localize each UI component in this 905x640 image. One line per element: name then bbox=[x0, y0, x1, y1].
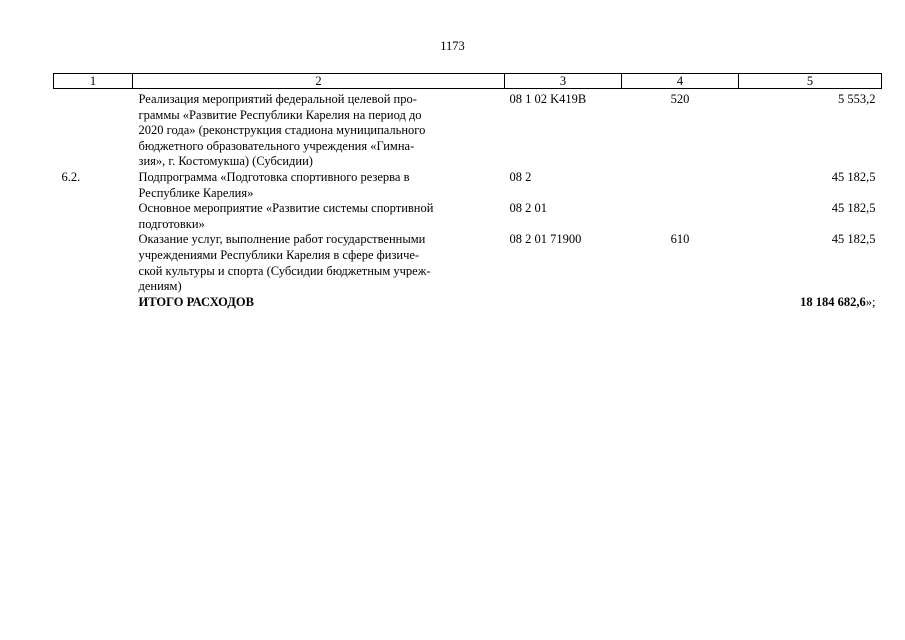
description-line: Республике Карелия» bbox=[138, 185, 254, 200]
total-group bbox=[622, 295, 739, 311]
row-group: 520 bbox=[670, 92, 690, 106]
row-number: 6.2. bbox=[61, 169, 81, 184]
row-group: 610 bbox=[670, 232, 690, 247]
column-header-1: 1 bbox=[54, 74, 133, 89]
row-description bbox=[133, 201, 505, 232]
total-label: ИТОГО РАСХОДОВ bbox=[138, 294, 254, 309]
row-sum: 45 182,5 bbox=[831, 201, 876, 216]
table-row bbox=[54, 89, 882, 170]
description-line: Оказание услуг, выполнение работ государственными bbox=[138, 232, 426, 247]
row-sum: 45 182,5 bbox=[831, 169, 876, 184]
row-code: 08 2 01 bbox=[509, 201, 547, 216]
budget-table bbox=[53, 73, 882, 310]
row-sum: 45 182,5 bbox=[831, 232, 876, 247]
row-code: 08 2 bbox=[509, 169, 532, 184]
column-header-4: 4 bbox=[622, 74, 739, 89]
total-number bbox=[54, 295, 133, 311]
row-description bbox=[133, 232, 505, 294]
table-row bbox=[54, 232, 882, 294]
description-line: Основное мероприятие «Развитие системы спортивной bbox=[138, 201, 434, 216]
column-header-5: 5 bbox=[739, 74, 882, 89]
description-line: зия», г. Костомукша) (Субсидии) bbox=[138, 154, 313, 169]
header-row bbox=[54, 74, 882, 89]
row-number bbox=[54, 232, 133, 294]
description-line: бюджетного образовательного учреждения «Гимна- bbox=[138, 138, 415, 153]
total-suffix: »; bbox=[865, 294, 876, 309]
description-line: 2020 года» (реконструкция стадиона муниципального bbox=[138, 123, 426, 138]
total-sum: 18 184 682,6 bbox=[800, 294, 866, 309]
row-description bbox=[133, 170, 505, 201]
table-row bbox=[54, 201, 882, 232]
description-line: ской культуры и спорта (Субсидии бюджетным учреж- bbox=[138, 263, 431, 278]
description-line: дениям) bbox=[138, 279, 182, 294]
description-line: граммы «Развитие Республики Карелия на период до bbox=[138, 107, 422, 122]
description-line: учреждениями Республики Карелия в сфере физиче- bbox=[138, 247, 420, 262]
row-group bbox=[622, 201, 739, 232]
column-header-3: 3 bbox=[505, 74, 622, 89]
row-number bbox=[54, 201, 133, 232]
total-code bbox=[505, 295, 622, 311]
total-sum-cell bbox=[739, 295, 882, 311]
description-line: Реализация мероприятий федеральной целевой про- bbox=[138, 92, 417, 106]
row-code: 08 2 01 71900 bbox=[509, 232, 582, 247]
row-number bbox=[54, 89, 133, 170]
table-row bbox=[54, 170, 882, 201]
row-description bbox=[133, 89, 505, 170]
page-number: 1173 bbox=[440, 39, 465, 53]
row-sum: 5 553,2 bbox=[838, 92, 876, 106]
row-group bbox=[622, 170, 739, 201]
column-header-2: 2 bbox=[133, 74, 505, 89]
row-code: 08 1 02 K419B bbox=[509, 92, 587, 106]
description-line: Подпрограмма «Подготовка спортивного резерва в bbox=[138, 169, 410, 184]
description-line: подготовки» bbox=[138, 216, 205, 231]
total-row bbox=[54, 295, 882, 311]
